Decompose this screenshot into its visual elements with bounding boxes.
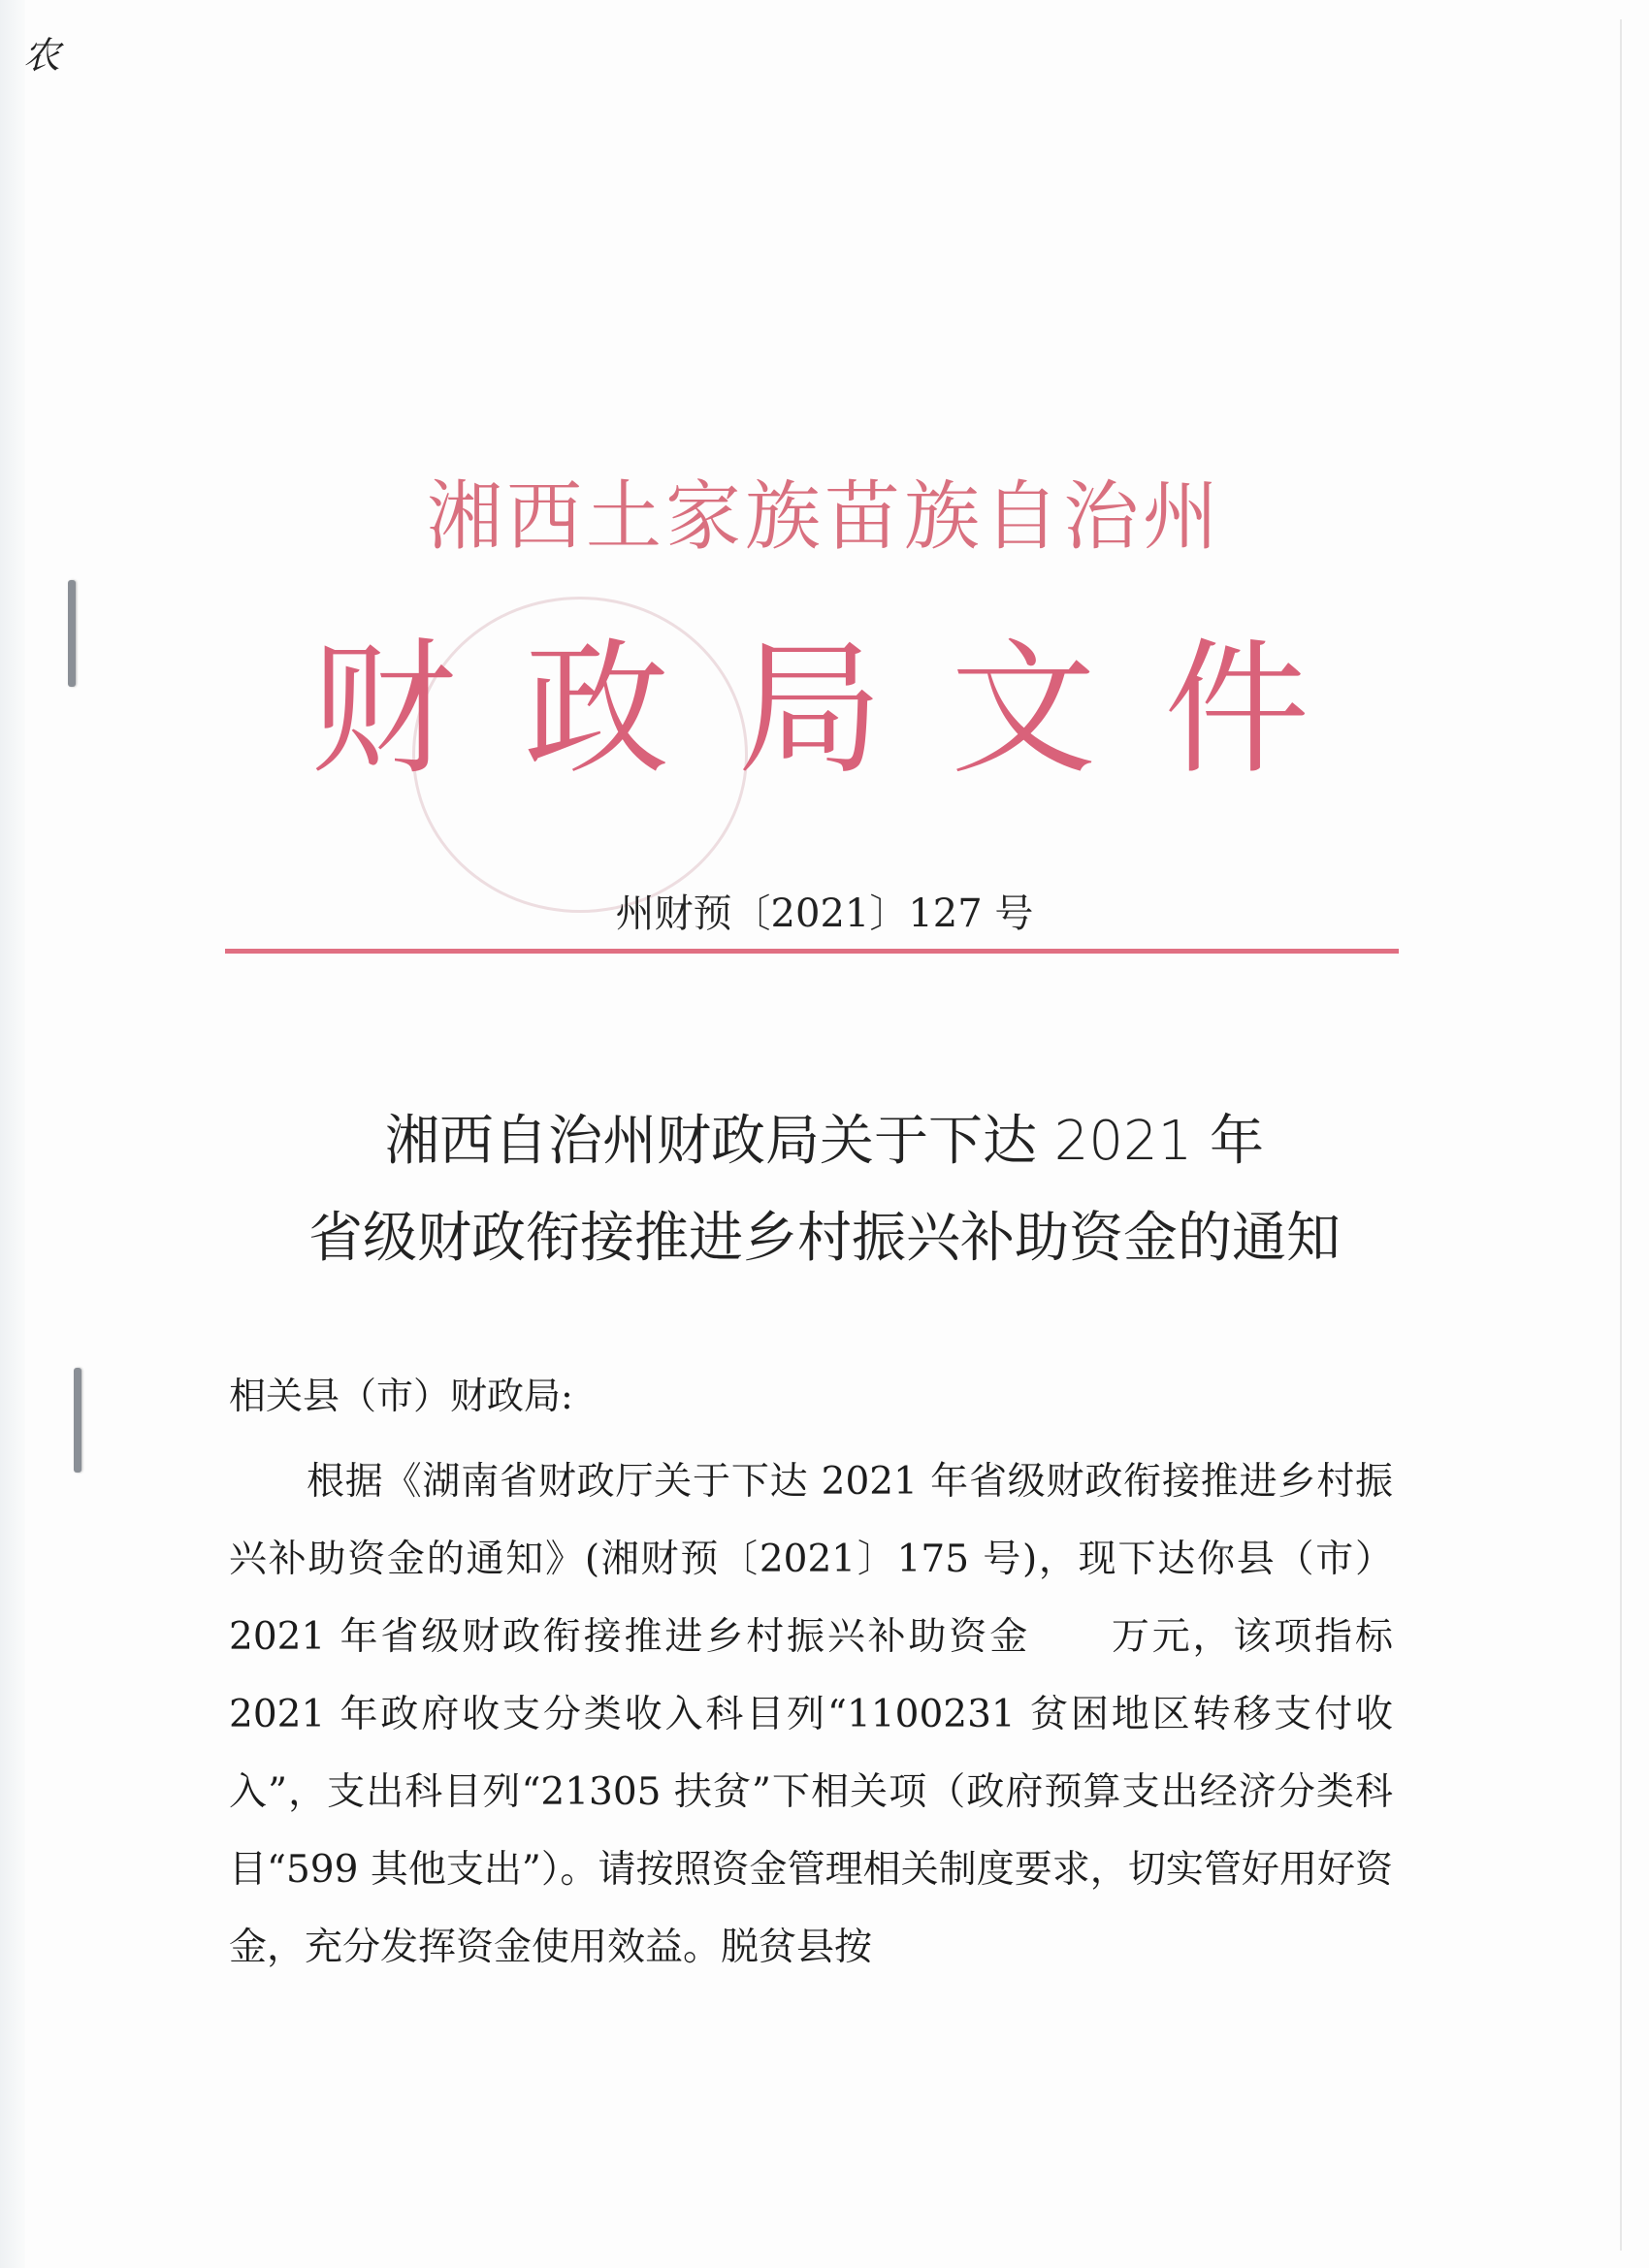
salutation: 相关县（市）财政局: xyxy=(229,1375,573,1417)
notice-title-line-1: 湘西自治州财政局关于下达 2021 年 xyxy=(384,1110,1265,1173)
issuer-header: 湘西土家族苗族自治州 xyxy=(426,473,1222,561)
notice-title-line-2: 省级财政衔接推进乡村振兴补助资金的通知 xyxy=(308,1207,1341,1270)
binder-clip-bottom xyxy=(74,1368,81,1473)
document-number: 州财预〔2021〕127 号 xyxy=(615,891,1034,936)
handwritten-margin-mark: 农 xyxy=(23,34,61,77)
document-type-header: 财政局文件 xyxy=(309,626,1377,794)
red-divider-rule xyxy=(225,949,1399,954)
body-paragraph: 根据《湖南省财政厅关于下达 2021 年省级财政衔接推进乡村振兴补助资金的通知》(湘财预〔2021〕175 号)，现下达你县（市）2021 年省级财政衔接推进乡村振兴补助资金 万元，该项指标 2021 年政府收支分类收入科目列“1100231 贫困地区转移支付收入”，支出科目列“21305 扶贫”下相关项（政府预算支出经济分类科目“599 其他支出”）。请按照资金管理相关制度要求，切实管好用好资金，充分发挥资金使用效益。脱贫县按 xyxy=(229,1460,1393,1969)
